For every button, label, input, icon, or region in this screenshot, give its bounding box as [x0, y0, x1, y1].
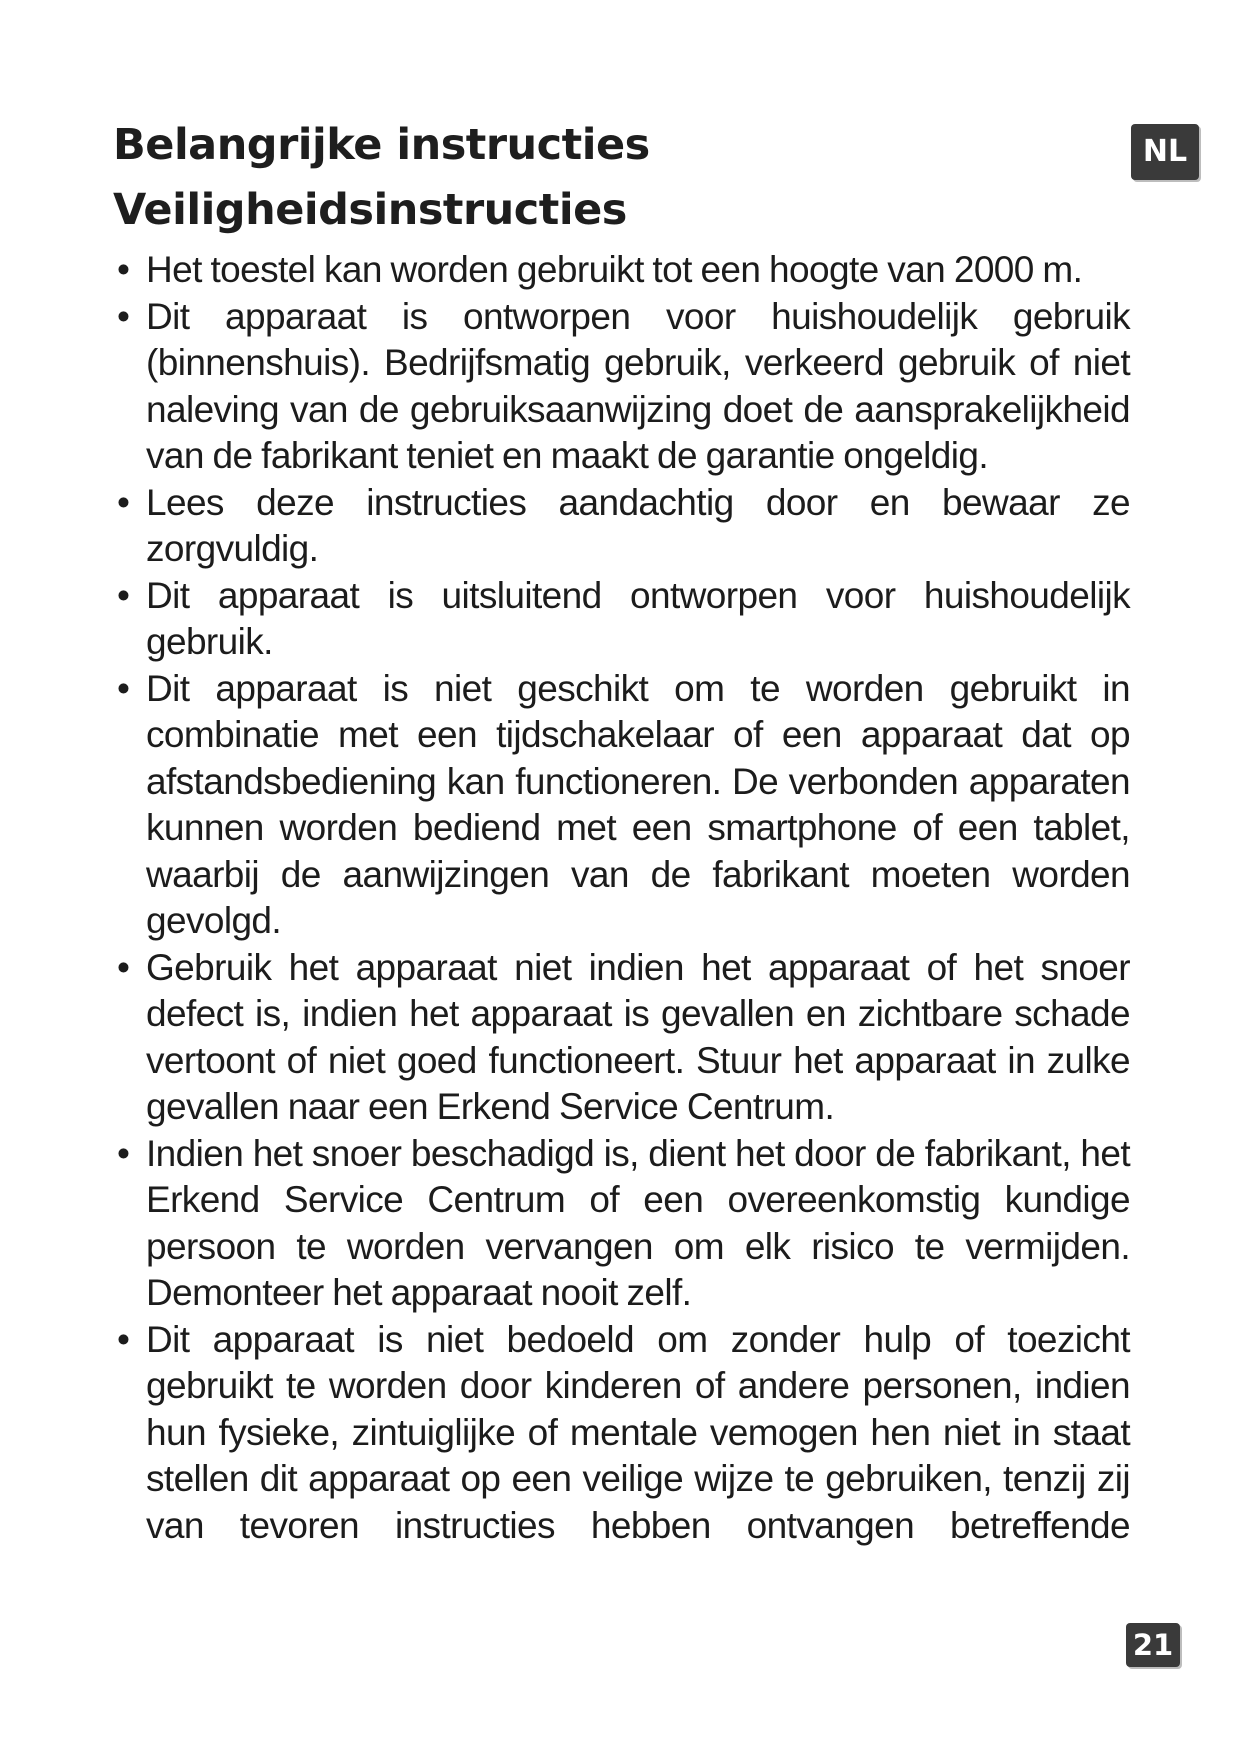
- bullet-icon: •: [117, 667, 130, 709]
- instruction-text: Lees deze instructies aandachtig door en bewaar ze zorgvuldig.: [146, 481, 1130, 569]
- instruction-text: Dit apparaat is uitsluitend ontworpen voor huishoudelijk gebruik.: [146, 574, 1130, 662]
- instruction-item-supervision: [113, 1317, 1130, 1550]
- bullet-icon: •: [117, 1132, 130, 1174]
- page-number: 21: [1126, 1623, 1180, 1667]
- instruction-text: Dit apparaat is niet geschikt om te worden gebruikt in combinatie met een tijdschakelaar of een apparaat dat op afstandsbediening kan functioneren. De verbonden apparaten kunnen worden bediend met een smartphone of een tablet, waarbij de aanwijzingen van de fabrikant moeten worden gevolgd.: [146, 667, 1130, 941]
- instruction-text: Dit apparaat is ontworpen voor huishoudelijk gebruik (binnenshuis). Bedrijfsmatig gebruik, verkeerd gebruik of niet naleving van de gebruiksaanwijzing doet de aansprakelijkheid van de fabrikant teniet en maakt de garantie ongeldig.: [146, 295, 1130, 476]
- instruction-text: Het toestel kan worden gebruikt tot een hoogte van 2000 m.: [146, 249, 1083, 290]
- instruction-item-household-use: [113, 294, 1130, 480]
- section-title: Veiligheidsinstructies: [113, 185, 627, 235]
- bullet-icon: •: [117, 295, 130, 337]
- instruction-item-damaged-cord: [113, 1131, 1130, 1317]
- bullet-icon: •: [117, 249, 130, 290]
- instruction-text: Gebruik het apparaat niet indien het apparaat of het snoer defect is, indien het apparaat is gevallen en zichtbare schade vertoont of niet goed functioneert. Stuur het apparaat in zulke gevallen naar een Erkend Service Centrum.: [146, 946, 1130, 1127]
- instruction-text: Indien het snoer beschadigd is, dient het door de fabrikant, het Erkend Service Centrum of een overeenkomstig kundige persoon te worden vervangen om elk risico te vermijden. Demonteer het apparaat nooit zelf.: [146, 1132, 1130, 1313]
- instruction-item-altitude: [113, 247, 1130, 294]
- safety-instructions-list: [113, 247, 1130, 1549]
- instruction-item-read-carefully: [113, 480, 1130, 573]
- bullet-icon: •: [117, 946, 130, 988]
- bullet-icon: •: [117, 1318, 130, 1360]
- instruction-item-timer-remote: [113, 666, 1130, 945]
- instruction-item-defect: [113, 945, 1130, 1131]
- instruction-text: Dit apparaat is niet bedoeld om zonder hulp of toezicht gebruikt te worden door kinderen of andere personen, indien hun fysieke, zintuiglijke of mentale vemogen hen niet in staat stellen dit apparaat op een veilige wijze te gebruiken, tenzij zij van tevoren instructies hebben ontvangen betreffende: [146, 1318, 1130, 1546]
- bullet-icon: •: [117, 481, 130, 523]
- language-badge: NL: [1131, 124, 1199, 180]
- bullet-icon: •: [117, 574, 130, 616]
- page-title: Belangrijke instructies: [113, 120, 650, 170]
- instruction-item-household-only: [113, 573, 1130, 666]
